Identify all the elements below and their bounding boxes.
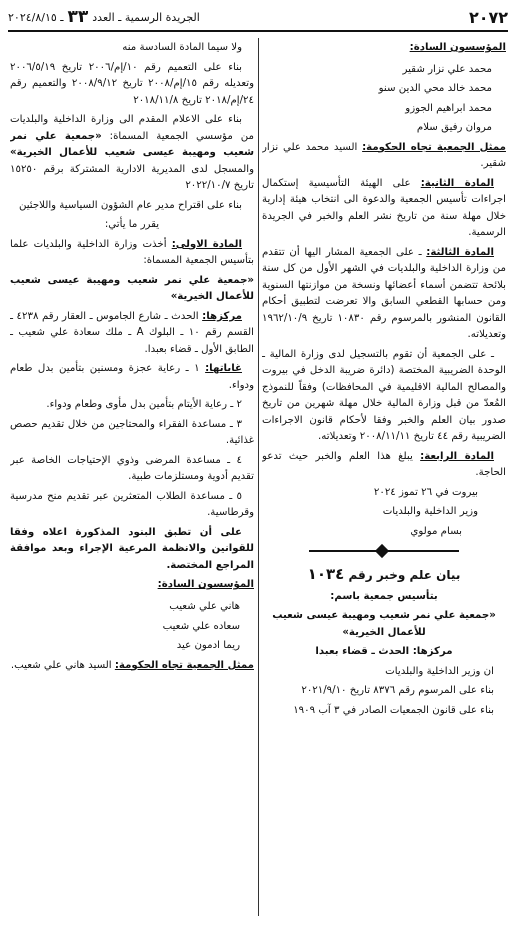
- article-3-text: ـ على الجمعية المشار اليها أن تتقدم من وزارة الداخلية والبلديات في الشهر الأول من كل سنة بلائحة تتضمن أسماء أعضائها ونسخة من موازنتها السنوية ومن حسابها القطعي السابق والا تعرضت لتطبيق أحكام القانون المنشور بالمرسوم رقم ١٠٨٣٠ تاريخ ١٩٦٢/١٠/٩ وتعديلاته.: [262, 246, 506, 341]
- founders-title: المؤسسون السادة:: [409, 42, 506, 53]
- goal-item: ١ ـ رعاية عجزة ومسنين بتأمين بدل طعام ودواء.: [10, 363, 254, 391]
- association-name: «جمعية علي نمر شعيب ومهيبة عيسى شعيب للأعمال الخيرية»: [10, 274, 254, 303]
- announcement-assoc-name: «جمعية علي نمر شعيب ومهيبة عيسى شعيب للأعمال الخيرية»: [272, 610, 496, 638]
- intro-line: ان وزير الداخلية والبلديات: [385, 665, 494, 677]
- page-header: [8, 6, 508, 32]
- article-2-label: المادة الثانية:: [420, 177, 494, 189]
- gov-rep: [262, 140, 506, 173]
- article-2: [262, 176, 506, 242]
- announcement-subtitle: بتأسيس جمعية باسم:: [330, 590, 438, 602]
- decides-line: يقرر ما يأتي:: [104, 219, 160, 231]
- gov-rep: [10, 658, 254, 675]
- paragraph: ولا سيما المادة السادسة منه: [122, 42, 242, 53]
- signature-place: بيروت في ٢٦ تموز ٢٠٢٤: [373, 486, 478, 498]
- founder-name: سعاده علي شعيب: [162, 620, 240, 632]
- paper-name: الجريدة الرسمية ـ العدد: [92, 11, 200, 25]
- intro-line: بناء على قانون الجمعيات الصادر في ٣ آب ١٩٠٩: [293, 704, 494, 716]
- goal-item: ٣ ـ مساعدة الفقراء والمحتاجين من خلال تقديم حصص غذائية.: [10, 418, 254, 447]
- paragraph-text: والمسجل لدى المديرية الادارية المشتركة برقم ١٥٢٥٠ تاريخ ٢٠٢٢/١٠/٧: [10, 163, 254, 192]
- goals: [10, 361, 254, 394]
- article-1-text: أخذت وزارة الداخلية والبلديات علما بتأسيس الجمعية المسماة:: [10, 238, 254, 267]
- condition-text: على أن تطبق البنود المذكورة اعلاه وفقا للقوانين والانظمة المرعية الإجراء وبعد موافقة المراجع المختصة.: [10, 526, 254, 571]
- signature-name: بسام مولوي: [410, 525, 462, 537]
- issue-date: ـ ٢٠٢٤/٨/١٥: [8, 11, 64, 25]
- article-2-text: على الهيئة التأسيسية إستكمال اجراءات تأسيس الجمعية والدعوة الى انتخاب هيئة إدارية خلال مهلة سنة من تاريخ نشر العلم والخبر في الجريدة الرسمية.: [262, 177, 506, 239]
- article-4-text: يبلغ هذا العلم والخبر حيث تدعو الحاجة.: [262, 450, 506, 479]
- article-1-label: المادة الاولى:: [171, 238, 242, 250]
- article-3-label: المادة الثالثة:: [426, 246, 494, 258]
- paragraph: بناء على اقتراح مدير عام الشؤون السياسية واللاجئين: [18, 199, 242, 211]
- announcement-number: ١٠٣٤: [307, 565, 345, 584]
- column-divider: [258, 38, 259, 916]
- signature-title: وزير الداخلية والبلديات: [382, 506, 478, 518]
- left-column: [10, 40, 254, 924]
- announcement-title: [262, 562, 506, 586]
- article-4-label: المادة الرابعة:: [420, 450, 494, 462]
- founder-name: محمد علي نزار شقير: [402, 63, 492, 75]
- goal-item: ٤ ـ مساعدة المرضى وذوي الإحتياجات الخاصة عبر تقديم أدوية ومستلزمات طبية.: [10, 454, 254, 483]
- issue-info: [8, 4, 200, 32]
- intro-line: بناء على المرسوم رقم ٨٣٧٦ تاريخ ٢٠٢١/٩/١٠: [301, 685, 494, 697]
- gov-rep-label: ممثل الجمعية تجاه الحكومة:: [114, 659, 254, 671]
- headquarters-label: مركزها:: [202, 310, 242, 322]
- goal-item: ٥ ـ مساعدة الطلاب المتعثرين عبر تقديم منح مدرسية وقرطاسية.: [10, 490, 254, 519]
- issue-number: ٣٣: [67, 7, 89, 28]
- paragraph: [10, 112, 254, 195]
- gov-rep-value: السيد محمد علي نزار شقير.: [262, 141, 506, 170]
- paragraph-text: بناء على الاعلام المقدم الى وزارة الداخلية والبلديات من مؤسسي الجمعية المسماة:: [10, 114, 254, 142]
- announcement-title-text: بيان علم وخبر رقم: [348, 568, 461, 583]
- founders-title: المؤسسون السادة:: [157, 579, 254, 591]
- headquarters-text: الحدث ـ شارع الجاموس ـ العقار رقم ٤٢٣٨ ـ القسم رقم ١٠ ـ البلوك A ـ ملك سعادة علي شعيب ـ الطابق الأول ـ قضاء بعبدا.: [10, 310, 254, 355]
- article-3-text-2: ـ على الجمعية أن تقوم بالتسجيل لدى وزارة المالية ـ الوحدة الضريبية المختصة (دائرة ضريبة الدخل في بيروت والمصالح المالية الاقليمية في المحافظات) وفقاً للنموذج المُعدّ من قبل وزارة المالية خلال مهلة شهرين من تاريخ صدور بيان العلم والخبر وفقا لأحكام قانون الاجراءات الضريبية رقم ٤٤ تاريخ ٢٠٠٨/١١/١١ وتعديلاته.: [262, 348, 506, 443]
- paragraph: بناء على التعميم رقم ١٠/إم/٢٠٠٦ تاريخ ٢٠٠٦/٥/١٩ وتعديله رقم ١٥/إم/٢٠٠٨ تاريخ ٢٠٠٨/٩/١٢ والتعميم رقم ٢٤/إم/٢٠١٨ تاريخ ٢٠١٨/١١/٨: [10, 61, 254, 106]
- announcement-hq: مركزها: الحدث ـ قضاء بعبدا: [315, 646, 453, 658]
- right-column: [262, 40, 506, 924]
- founder-name: محمد خالد محي الدين سنو: [378, 83, 492, 95]
- article-4: [262, 449, 506, 482]
- headquarters: [10, 309, 254, 359]
- goals-label: غاياتها:: [205, 363, 242, 375]
- section-ornament: [309, 546, 459, 556]
- page-number: ٢٠٧٢: [468, 8, 508, 28]
- gov-rep-label: ممثل الجمعية تجاه الحكومة:: [362, 141, 506, 153]
- founder-name: ريما ادمون عيد: [176, 640, 240, 652]
- gov-rep-value: السيد هاني علي شعيب.: [10, 659, 112, 671]
- article-3: [262, 245, 506, 344]
- founder-name: محمد ابراهيم الجوزو: [405, 102, 492, 114]
- article-1: [10, 237, 254, 270]
- goal-item: ٢ ـ رعاية الأيتام بتأمين بدل مأوى وطعام ودواء.: [46, 399, 242, 411]
- founder-name: مروان رفيق سلام: [416, 122, 492, 134]
- association-name: «جمعية علي نمر شعيب ومهيبة عيسى شعيب للأعمال الخيرية»: [10, 130, 254, 159]
- founder-name: هاني علي شعيب: [169, 600, 240, 612]
